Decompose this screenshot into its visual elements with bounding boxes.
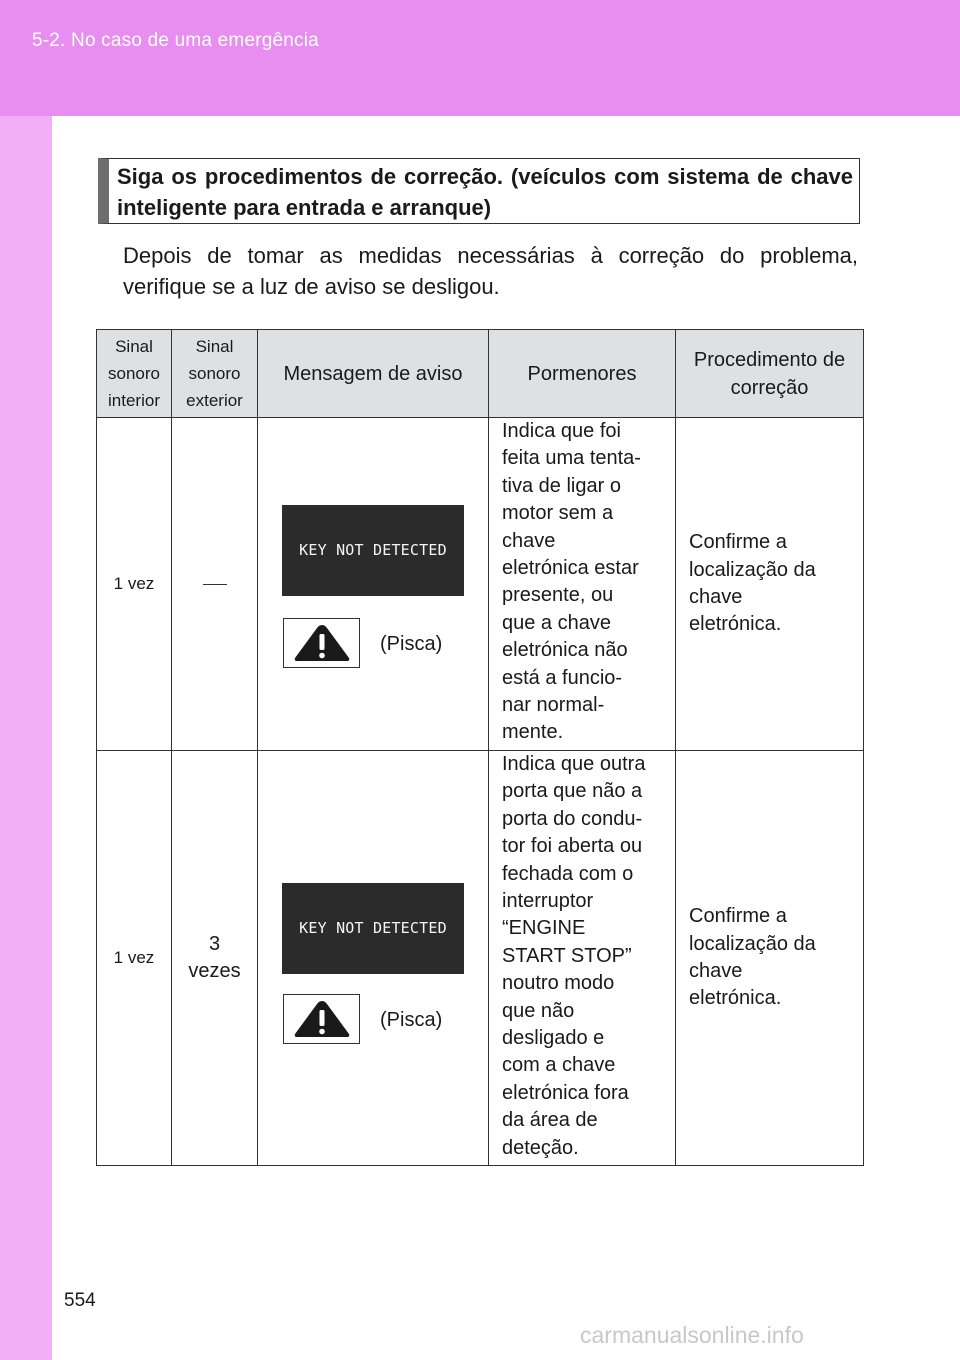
table-header-row: [97, 330, 864, 418]
details-line: nar normal-: [502, 694, 605, 717]
procedure-line: Confirme a: [689, 531, 787, 554]
blink-label: (Pisca): [380, 633, 443, 655]
details-line: chave: [502, 529, 556, 552]
details-line: está a funcio-: [502, 666, 623, 689]
header-warning-message: Mensagem de aviso: [258, 330, 489, 418]
details-line: fechada com o: [502, 862, 634, 885]
details-line: START STOP”: [502, 944, 632, 967]
exterior-buzzer-cell: [172, 418, 258, 751]
details-line: Indica que foi: [502, 420, 621, 442]
procedure-line: localização da: [689, 558, 816, 581]
header-band: [0, 0, 960, 116]
procedure-line: localização da: [689, 932, 816, 955]
details-line: com a chave: [502, 1054, 616, 1077]
details-text: [502, 751, 665, 1162]
details-line: porta do condu-: [502, 807, 643, 830]
details-text: [502, 418, 665, 747]
details-line: “ENGINE: [502, 917, 586, 940]
blink-label: (Pisca): [380, 1009, 443, 1031]
dash-mark: [203, 584, 227, 585]
section-title: 5-2. No caso de uma emergência: [32, 30, 319, 51]
details-line: motor sem a: [502, 502, 614, 525]
details-line: tor foi aberta ou: [502, 835, 643, 858]
warning-message-cell: [258, 751, 489, 1166]
details-cell: [489, 751, 676, 1166]
details-line: desligado e: [502, 1027, 605, 1050]
page-number: 554: [64, 1290, 96, 1311]
table-row: [97, 418, 864, 751]
details-line: interruptor: [502, 890, 594, 913]
details-cell: [489, 418, 676, 751]
procedure-text: [689, 903, 853, 1013]
procedure-line: Confirme a: [689, 905, 787, 928]
side-band: [0, 116, 52, 1360]
details-line: que não: [502, 999, 575, 1022]
table-row: [97, 751, 864, 1166]
header-procedure: Procedimento de correção: [676, 330, 864, 418]
header-interior-buzzer: Sinal sonoro interior: [97, 330, 172, 418]
warning-message-cell: [258, 418, 489, 751]
interior-buzzer-cell: 1 vez: [97, 751, 172, 1166]
multi-info-display: KEY NOT DETECTED: [282, 883, 464, 974]
warning-triangle-icon: [292, 623, 352, 663]
procedure-line: chave: [689, 586, 743, 608]
details-line: eletrónica não: [502, 639, 628, 662]
details-line: da área de: [502, 1109, 598, 1132]
procedure-cell: [676, 751, 864, 1166]
header-details: Pormenores: [489, 330, 676, 418]
procedure-cell: [676, 418, 864, 751]
details-line: noutro modo: [502, 972, 615, 995]
warning-triangle-icon: [292, 999, 352, 1039]
procedure-line: chave: [689, 960, 743, 982]
multi-info-display: KEY NOT DETECTED: [282, 505, 464, 596]
section-heading: Siga os procedimentos de correção. (veículos com sistema de chave inteligente para entrada e arranque): [98, 158, 860, 224]
details-line: deteção.: [502, 1136, 579, 1159]
details-line: feita uma tenta-: [502, 447, 641, 470]
details-line: que a chave: [502, 611, 611, 634]
exterior-buzzer-cell: 3 vezes: [172, 751, 258, 1166]
details-line: eletrónica estar: [502, 557, 639, 580]
details-line: presente, ou: [502, 584, 614, 607]
interior-buzzer-cell: 1 vez: [97, 418, 172, 751]
details-line: mente.: [502, 721, 564, 744]
intro-paragraph: Depois de tomar as medidas necessárias à correção do problema, verifique se a luz de aviso se desligou.: [123, 243, 858, 299]
master-warning-icon: [283, 618, 360, 668]
procedure-line: eletrónica.: [689, 987, 782, 1010]
details-line: eletrónica fora: [502, 1081, 629, 1104]
header-exterior-buzzer: Sinal sonoro exterior: [172, 330, 258, 418]
warning-table: [96, 329, 864, 1166]
details-line: Indica que outra: [502, 753, 646, 775]
procedure-text: [689, 529, 853, 639]
procedure-line: eletrónica.: [689, 613, 782, 636]
master-warning-icon: [283, 994, 360, 1044]
details-line: porta que não a: [502, 780, 643, 803]
details-line: tiva de ligar o: [502, 474, 621, 497]
watermark: carmanualsonline.info: [580, 1322, 804, 1348]
